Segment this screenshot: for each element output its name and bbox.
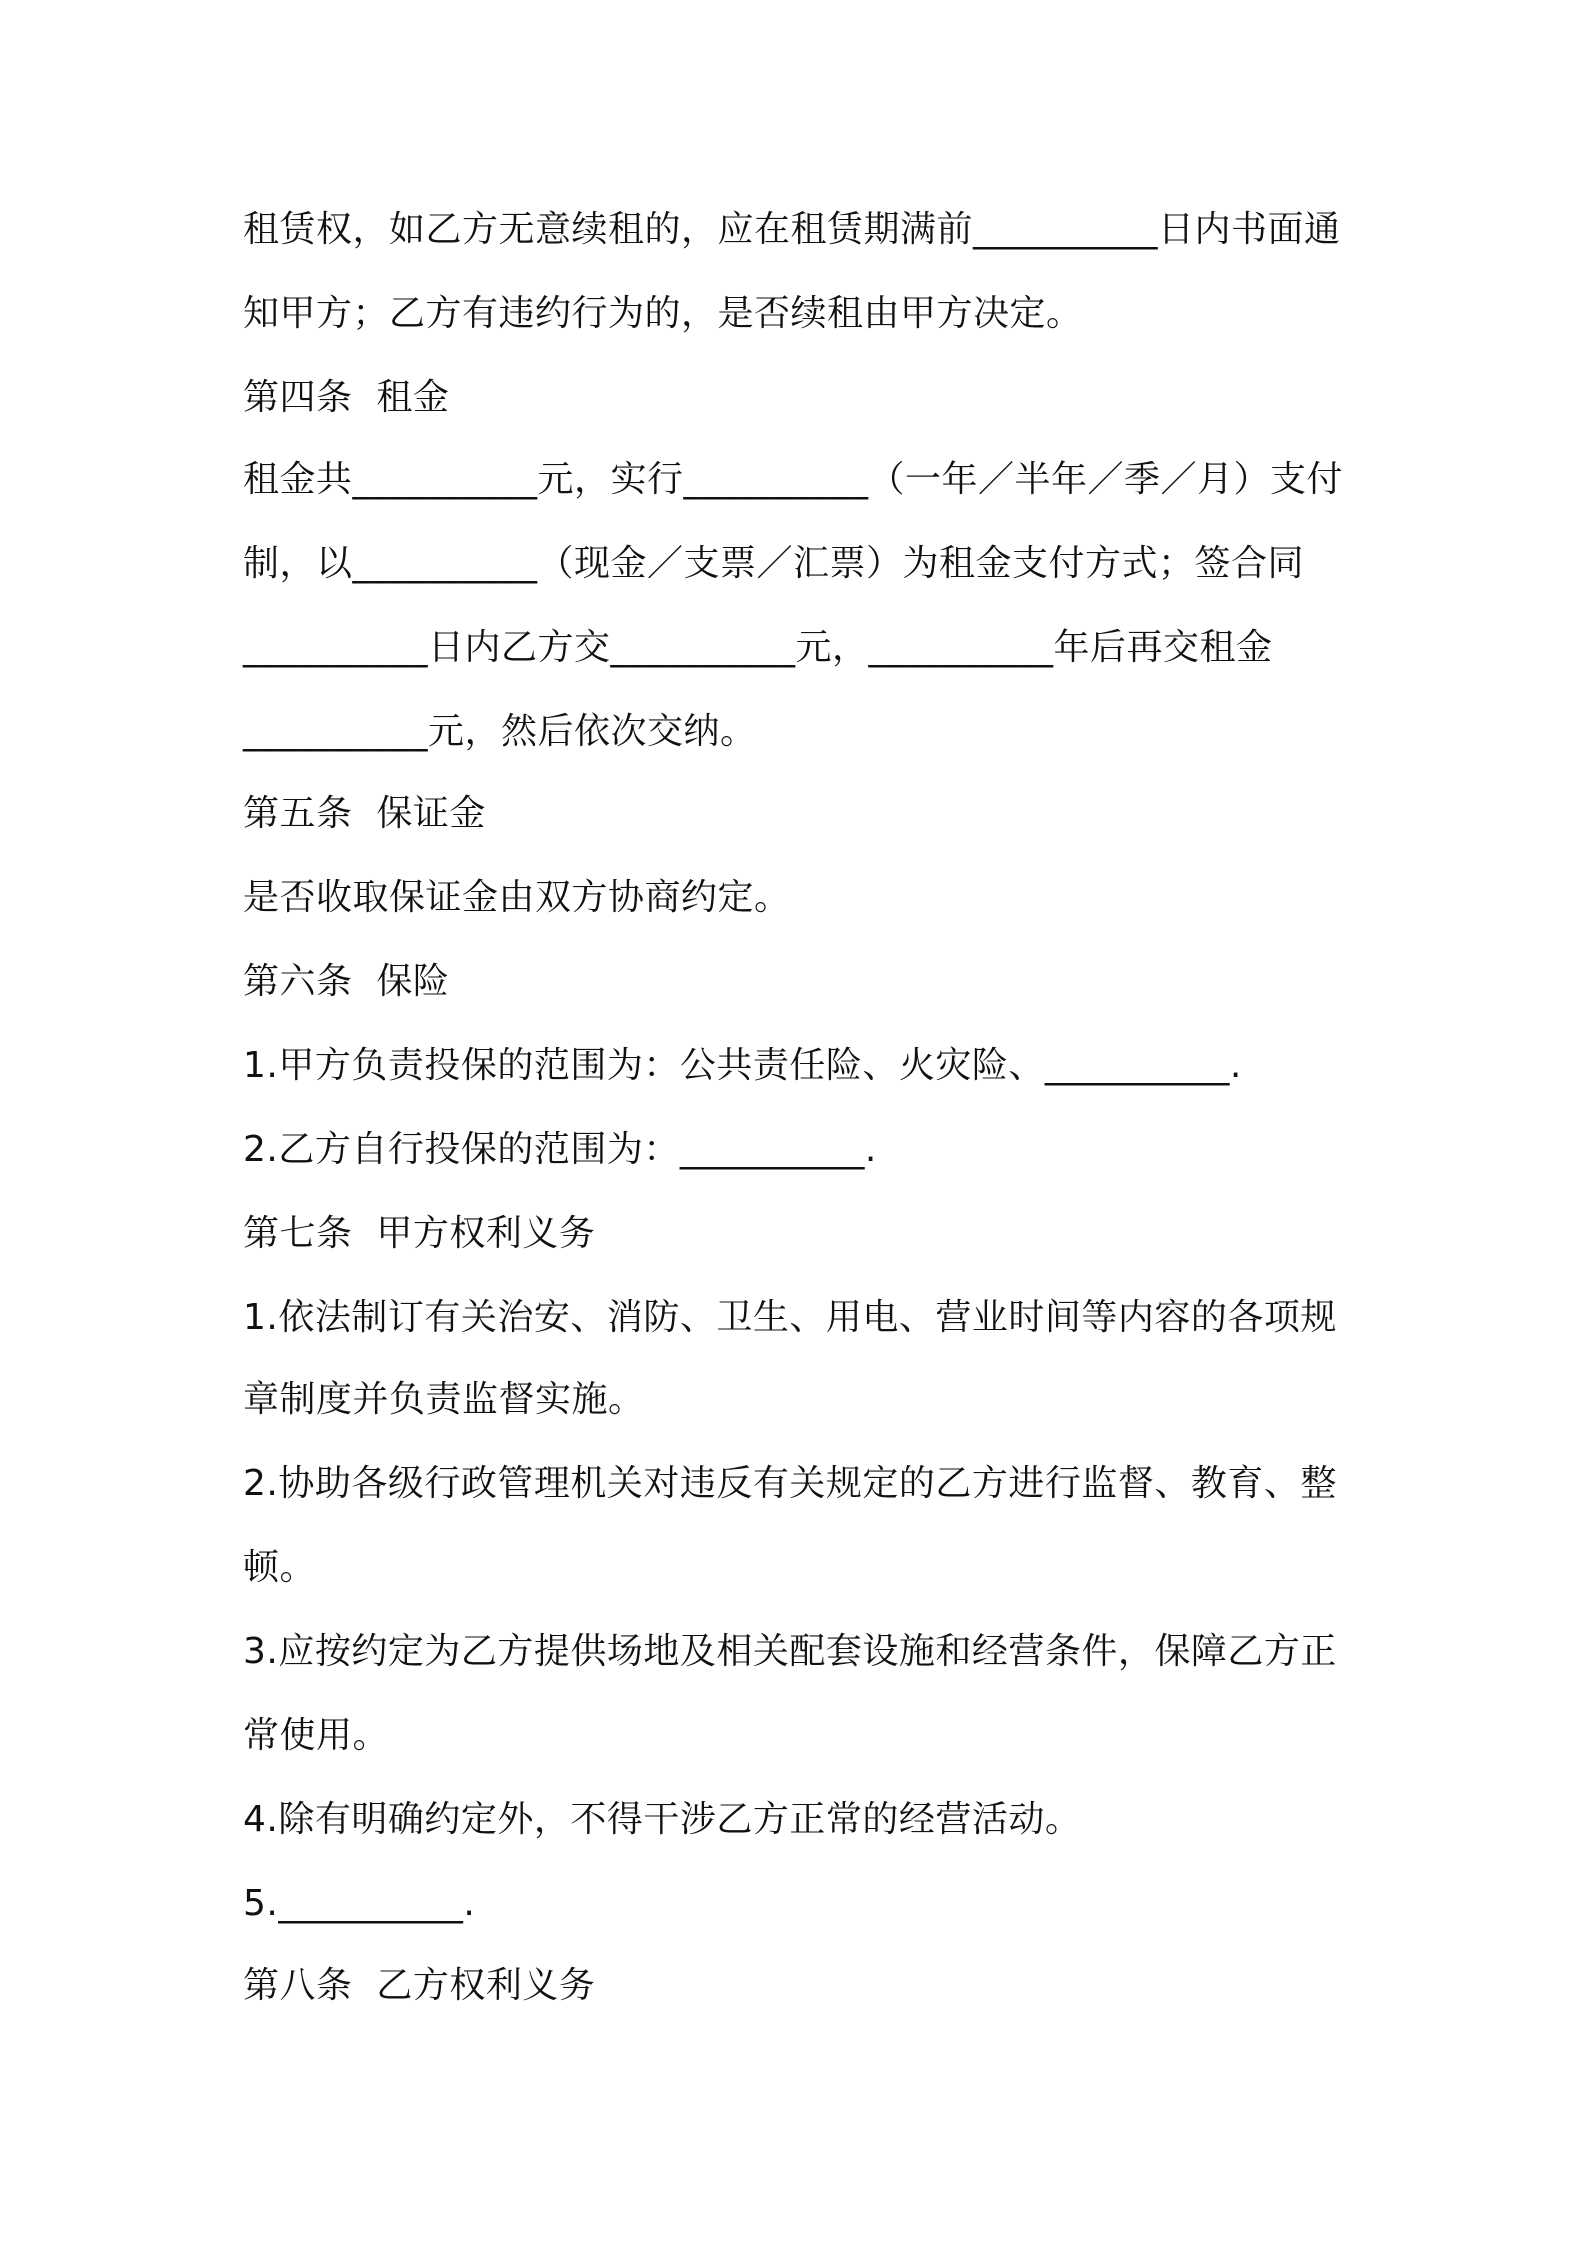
text-line: 租金共__________元，实行__________（一年／半年／季／月）支付 — [243, 459, 1344, 500]
text-line: 4.除有明确约定外，不得干涉乙方正常的经营活动。 — [243, 1799, 1082, 1840]
section-heading: 第七条 甲方权利义务 — [243, 1213, 596, 1254]
text-line: 1.甲方负责投保的范围为：公共责任险、火灾险、__________. — [243, 1045, 1242, 1086]
text-line: __________日内乙方交__________元，__________年后再交租金 — [243, 627, 1273, 668]
text-line: 知甲方；乙方有违约行为的，是否续租由甲方决定。 — [243, 293, 1083, 334]
text-line: 租赁权，如乙方无意续租的，应在租赁期满前__________日内书面通 — [243, 209, 1341, 250]
section-heading: 第五条 保证金 — [243, 793, 486, 834]
section-heading: 第四条 租金 — [243, 377, 450, 418]
text-line: 1.依法制订有关治安、消防、卫生、用电、营业时间等内容的各项规 — [243, 1297, 1337, 1338]
text-line: 顿。 — [243, 1547, 317, 1588]
text-line: 2.协助各级行政管理机关对违反有关规定的乙方进行监督、教育、整 — [243, 1463, 1337, 1504]
text-line: 2.乙方自行投保的范围为：__________. — [243, 1129, 877, 1170]
text-line: __________元，然后依次交纳。 — [243, 711, 757, 752]
text-line: 是否收取保证金由双方协商约定。 — [243, 877, 791, 918]
section-heading: 第六条 保险 — [243, 961, 450, 1002]
text-line: 5.__________. — [243, 1883, 476, 1924]
text-line: 制，以__________（现金／支票／汇票）为租金支付方式；签合同 — [243, 543, 1305, 584]
text-line: 3.应按约定为乙方提供场地及相关配套设施和经营条件，保障乙方正 — [243, 1631, 1337, 1672]
section-heading: 第八条 乙方权利义务 — [243, 1965, 596, 2006]
text-line: 章制度并负责监督实施。 — [243, 1379, 645, 1420]
text-line: 常使用。 — [243, 1715, 390, 1756]
